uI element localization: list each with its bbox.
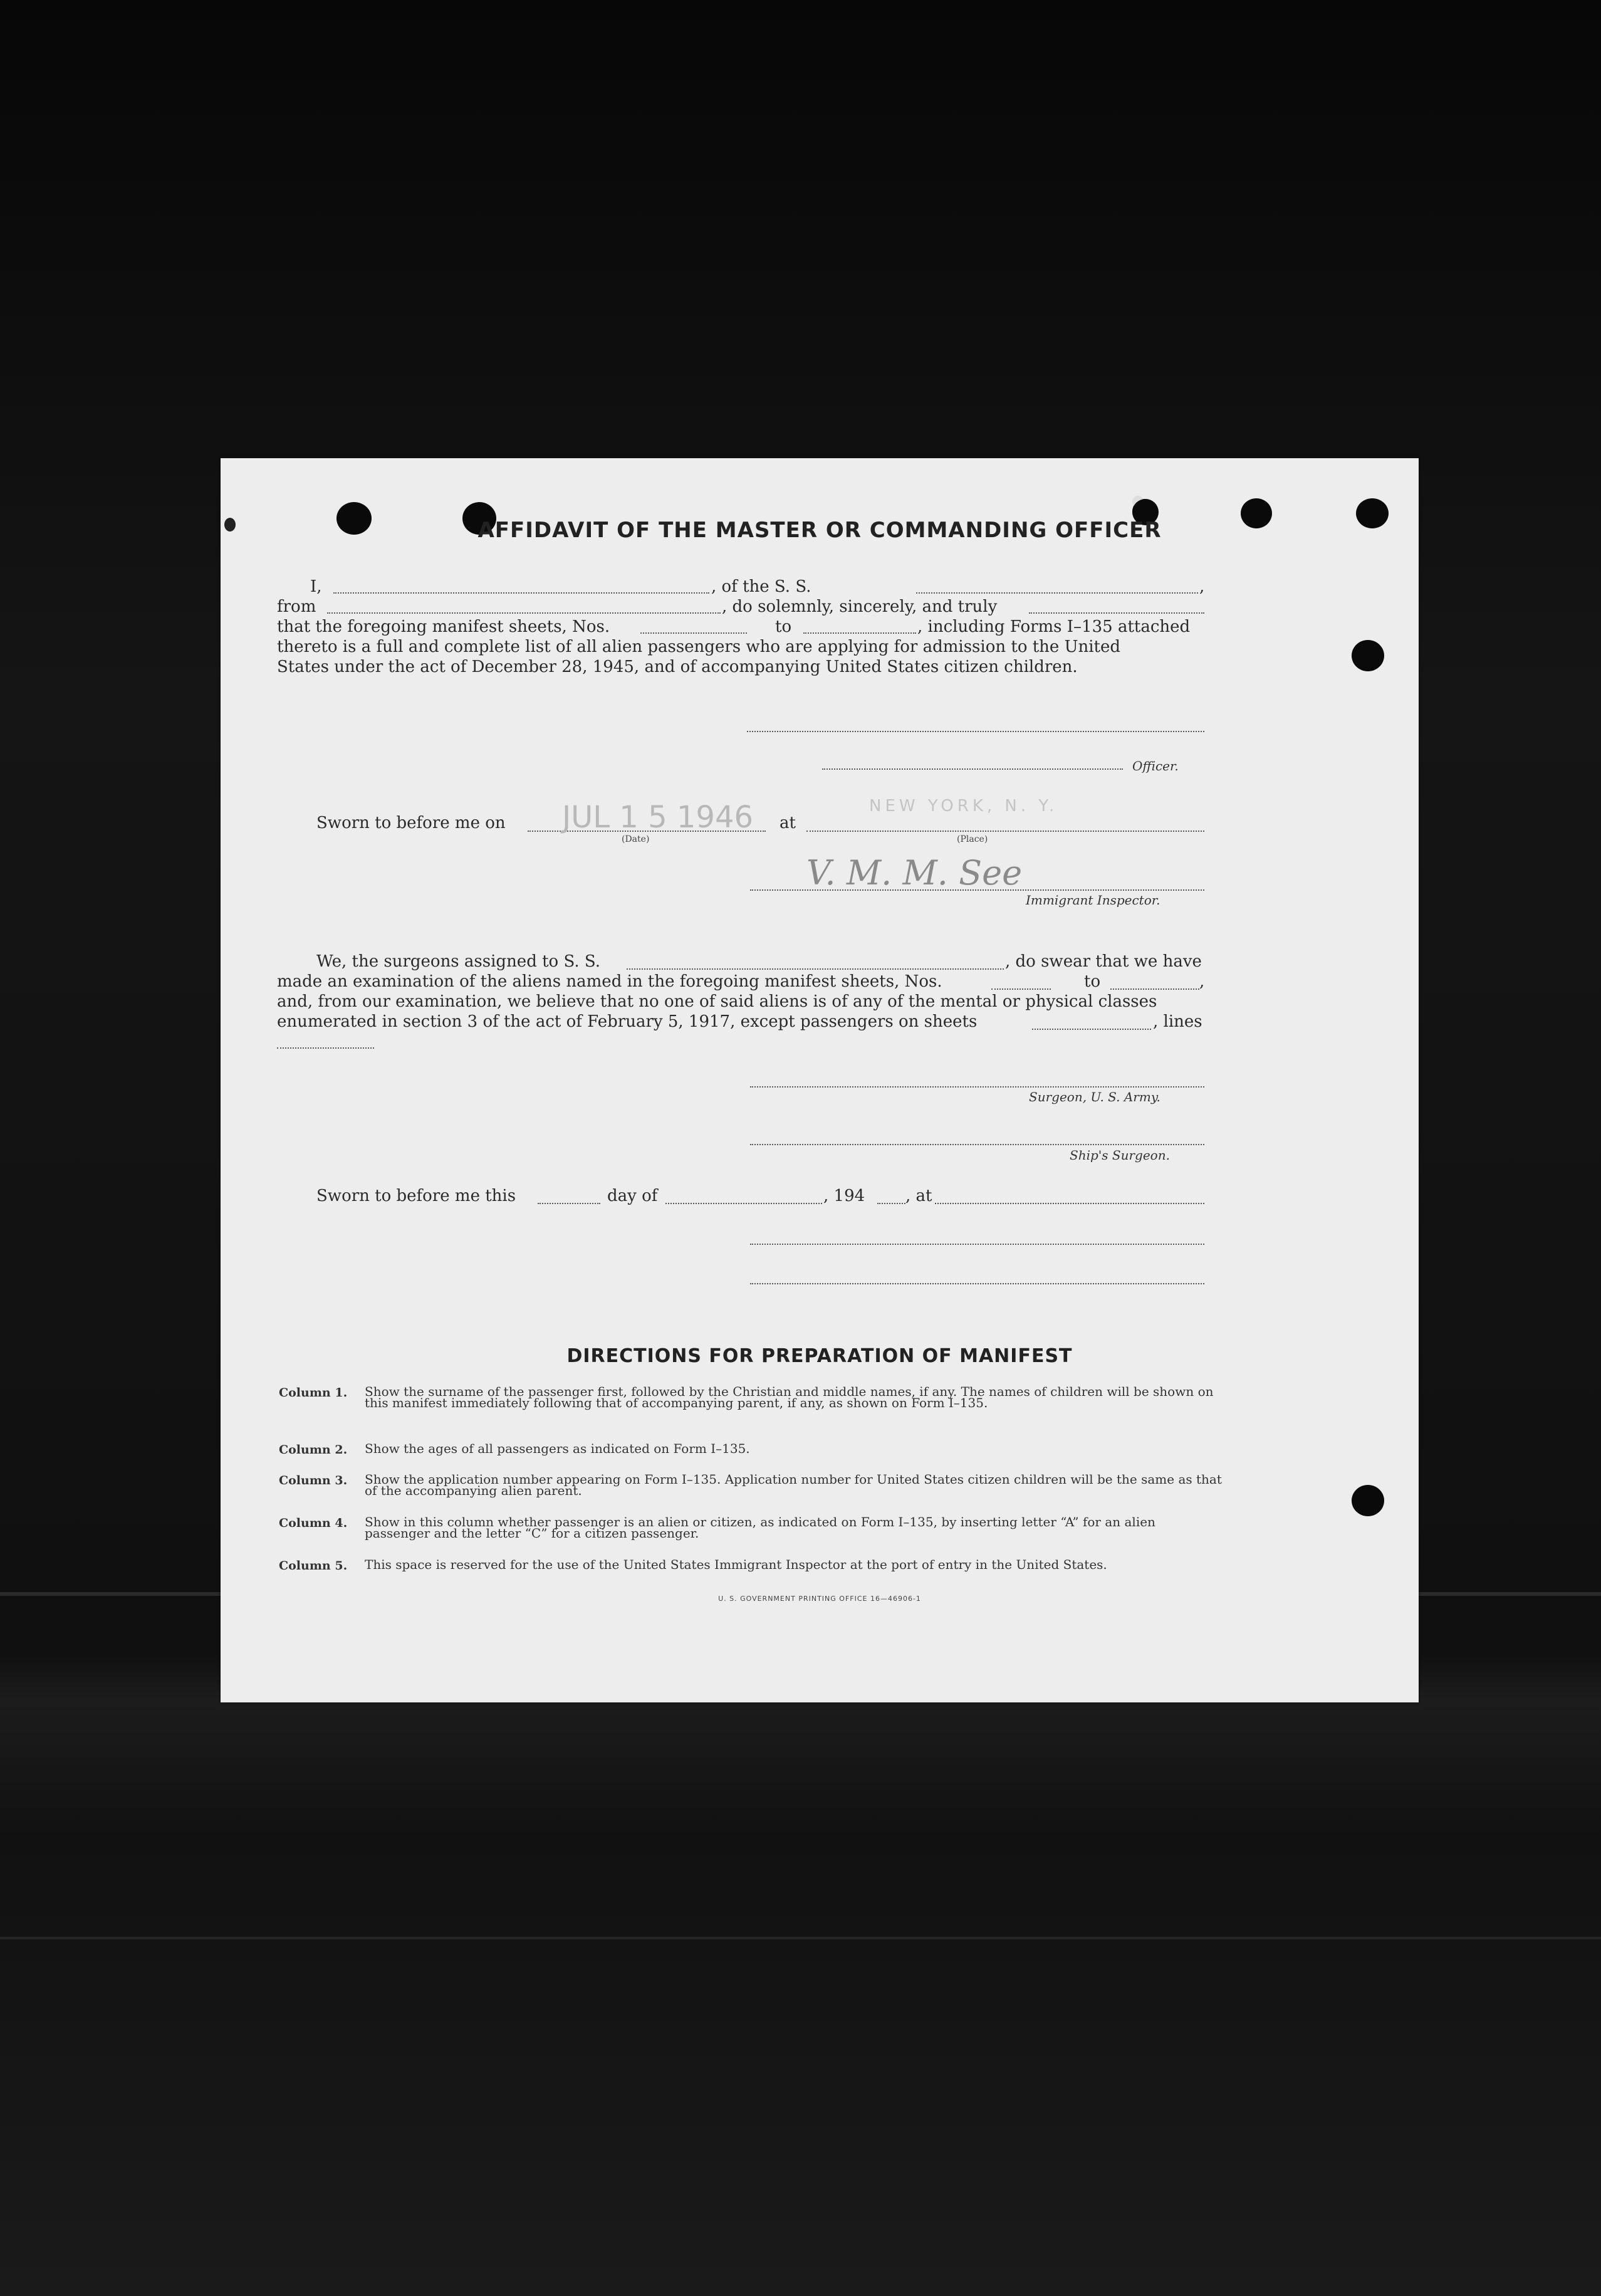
sworn2-month-blank[interactable]	[665, 1203, 822, 1204]
sworn2-year: , 194	[823, 1187, 865, 1205]
sworn2-signature-line-1[interactable]	[750, 1244, 1204, 1245]
inspector-signature: V. M. M. See	[806, 853, 1023, 893]
form-title: AFFIDAVIT OF THE MASTER OR COMMANDING OFFICER	[477, 518, 1162, 543]
surgeons-sheets-to-blank[interactable]	[1110, 988, 1199, 990]
master-line4: thereto is a full and complete list of all alien passengers who are applying for admission to the United	[277, 637, 1121, 656]
master-name-blank[interactable]	[333, 592, 709, 594]
sworn1-prefix: Sworn to before me on	[316, 814, 506, 832]
surgeons-ship-blank[interactable]	[627, 968, 1004, 970]
master-line1-mid: , of the S. S.	[711, 577, 811, 596]
officer-caption: Officer.	[1132, 758, 1179, 773]
surgeons-line2-to: to	[1084, 972, 1101, 991]
except-sheets-blank[interactable]	[1032, 1029, 1151, 1030]
ship-surgeon-signature-line[interactable]	[750, 1144, 1204, 1145]
master-line1-prefix: I,	[310, 577, 322, 596]
master-line5: States under the act of December 28, 1945, and of accompanying United States citizen children.	[277, 658, 1078, 676]
master-signature-line[interactable]	[747, 731, 1204, 732]
surgeons-line1-prefix: We, the surgeons assigned to S. S.	[316, 952, 601, 971]
master-line1-end: ,	[1199, 577, 1205, 596]
officer-signature-line[interactable]	[822, 768, 1123, 770]
surgeons-line1-end: , do swear that we have	[1005, 952, 1202, 971]
from-port-blank[interactable]	[327, 612, 721, 614]
sworn2-prefix: Sworn to before me this	[316, 1187, 516, 1205]
sworn2-place-blank[interactable]	[935, 1203, 1204, 1204]
sworn2-signature-line-2[interactable]	[750, 1283, 1204, 1284]
place-caption: (Place)	[957, 834, 988, 844]
place-stamp: NEW YORK, N. Y.	[869, 797, 1058, 815]
army-surgeon-signature-line[interactable]	[750, 1086, 1204, 1088]
master-line2-prefix: from	[277, 597, 316, 616]
ship-name-blank[interactable]	[916, 592, 1198, 594]
punch-hole	[1352, 1485, 1384, 1516]
sworn2-day-of: day of	[607, 1187, 658, 1205]
sworn1-place-blank[interactable]	[806, 831, 1204, 832]
sworn2-year-blank[interactable]	[877, 1203, 905, 1204]
date-stamp: JUL 1 5 1946	[562, 800, 754, 835]
sworn2-day-blank[interactable]	[538, 1203, 600, 1204]
punch-hole	[1352, 640, 1384, 671]
direction-label: Column 2.	[279, 1443, 348, 1457]
surgeons-line2-prefix: made an examination of the aliens named in the foregoing manifest sheets, Nos.	[277, 972, 942, 991]
sheets-to-blank[interactable]	[803, 632, 916, 634]
master-line3-end: , including Forms I–135 attached	[917, 617, 1191, 636]
surgeons-line3: and, from our examination, we believe that no one of said aliens is of any of the mental or physical classes	[277, 992, 1157, 1011]
master-line3-prefix: that the foregoing manifest sheets, Nos.	[277, 617, 610, 636]
surgeons-line4-end: , lines	[1153, 1012, 1202, 1031]
surgeons-sheets-from-blank[interactable]	[991, 988, 1051, 990]
master-line3-to: to	[775, 617, 792, 636]
inspector-caption: Immigrant Inspector.	[1026, 893, 1160, 908]
printing-office-footer: U. S. GOVERNMENT PRINTING OFFICE 16—46906-1	[718, 1595, 921, 1603]
direction-text: Show the ages of all passengers as indicated on Form I–135.	[365, 1441, 750, 1456]
master-line2-mid: , do solemnly, sincerely, and truly	[722, 597, 998, 616]
sheets-from-blank[interactable]	[640, 632, 747, 634]
sworn1-at: at	[780, 814, 796, 832]
direction-label: Column 5.	[279, 1559, 348, 1573]
except-lines-blank[interactable]	[277, 1047, 374, 1049]
sworn2-at: , at	[905, 1187, 932, 1205]
direction-text: Show the application number appearing on Form I–135. Application number for United States citizen children will be the same as that of the accompanying alien parent.	[365, 1472, 1222, 1498]
direction-text: This space is reserved for the use of the United States Immigrant Inspector at the port of entry in the United States.	[365, 1557, 1107, 1572]
direction-label: Column 1.	[279, 1386, 348, 1400]
direction-text: Show the surname of the passenger first, followed by the Christian and middle names, if any. The names of children will be shown on this manifest immediately following that of accompanying parent, if any, as shown on Form I–135.	[365, 1384, 1214, 1410]
army-surgeon-caption: Surgeon, U. S. Army.	[1029, 1089, 1160, 1104]
surgeons-line2-end: ,	[1199, 972, 1205, 991]
date-caption: (Date)	[622, 834, 650, 844]
surgeons-line4-prefix: enumerated in section 3 of the act of February 5, 1917, except passengers on sheets	[277, 1012, 978, 1031]
affidavit-form-page	[221, 458, 1419, 1702]
direction-label: Column 3.	[279, 1474, 348, 1487]
ship-surgeon-caption: Ship's Surgeon.	[1070, 1148, 1170, 1163]
directions-title: DIRECTIONS FOR PREPARATION OF MANIFEST	[566, 1345, 1073, 1367]
direction-text: Show in this column whether passenger is an alien or citizen, as indicated on Form I–135, by inserting letter “A” for an alien passenger and the letter “C” for a citizen passenger.	[365, 1514, 1155, 1541]
direction-label: Column 4.	[279, 1516, 348, 1530]
oath-blank[interactable]	[1029, 612, 1204, 614]
